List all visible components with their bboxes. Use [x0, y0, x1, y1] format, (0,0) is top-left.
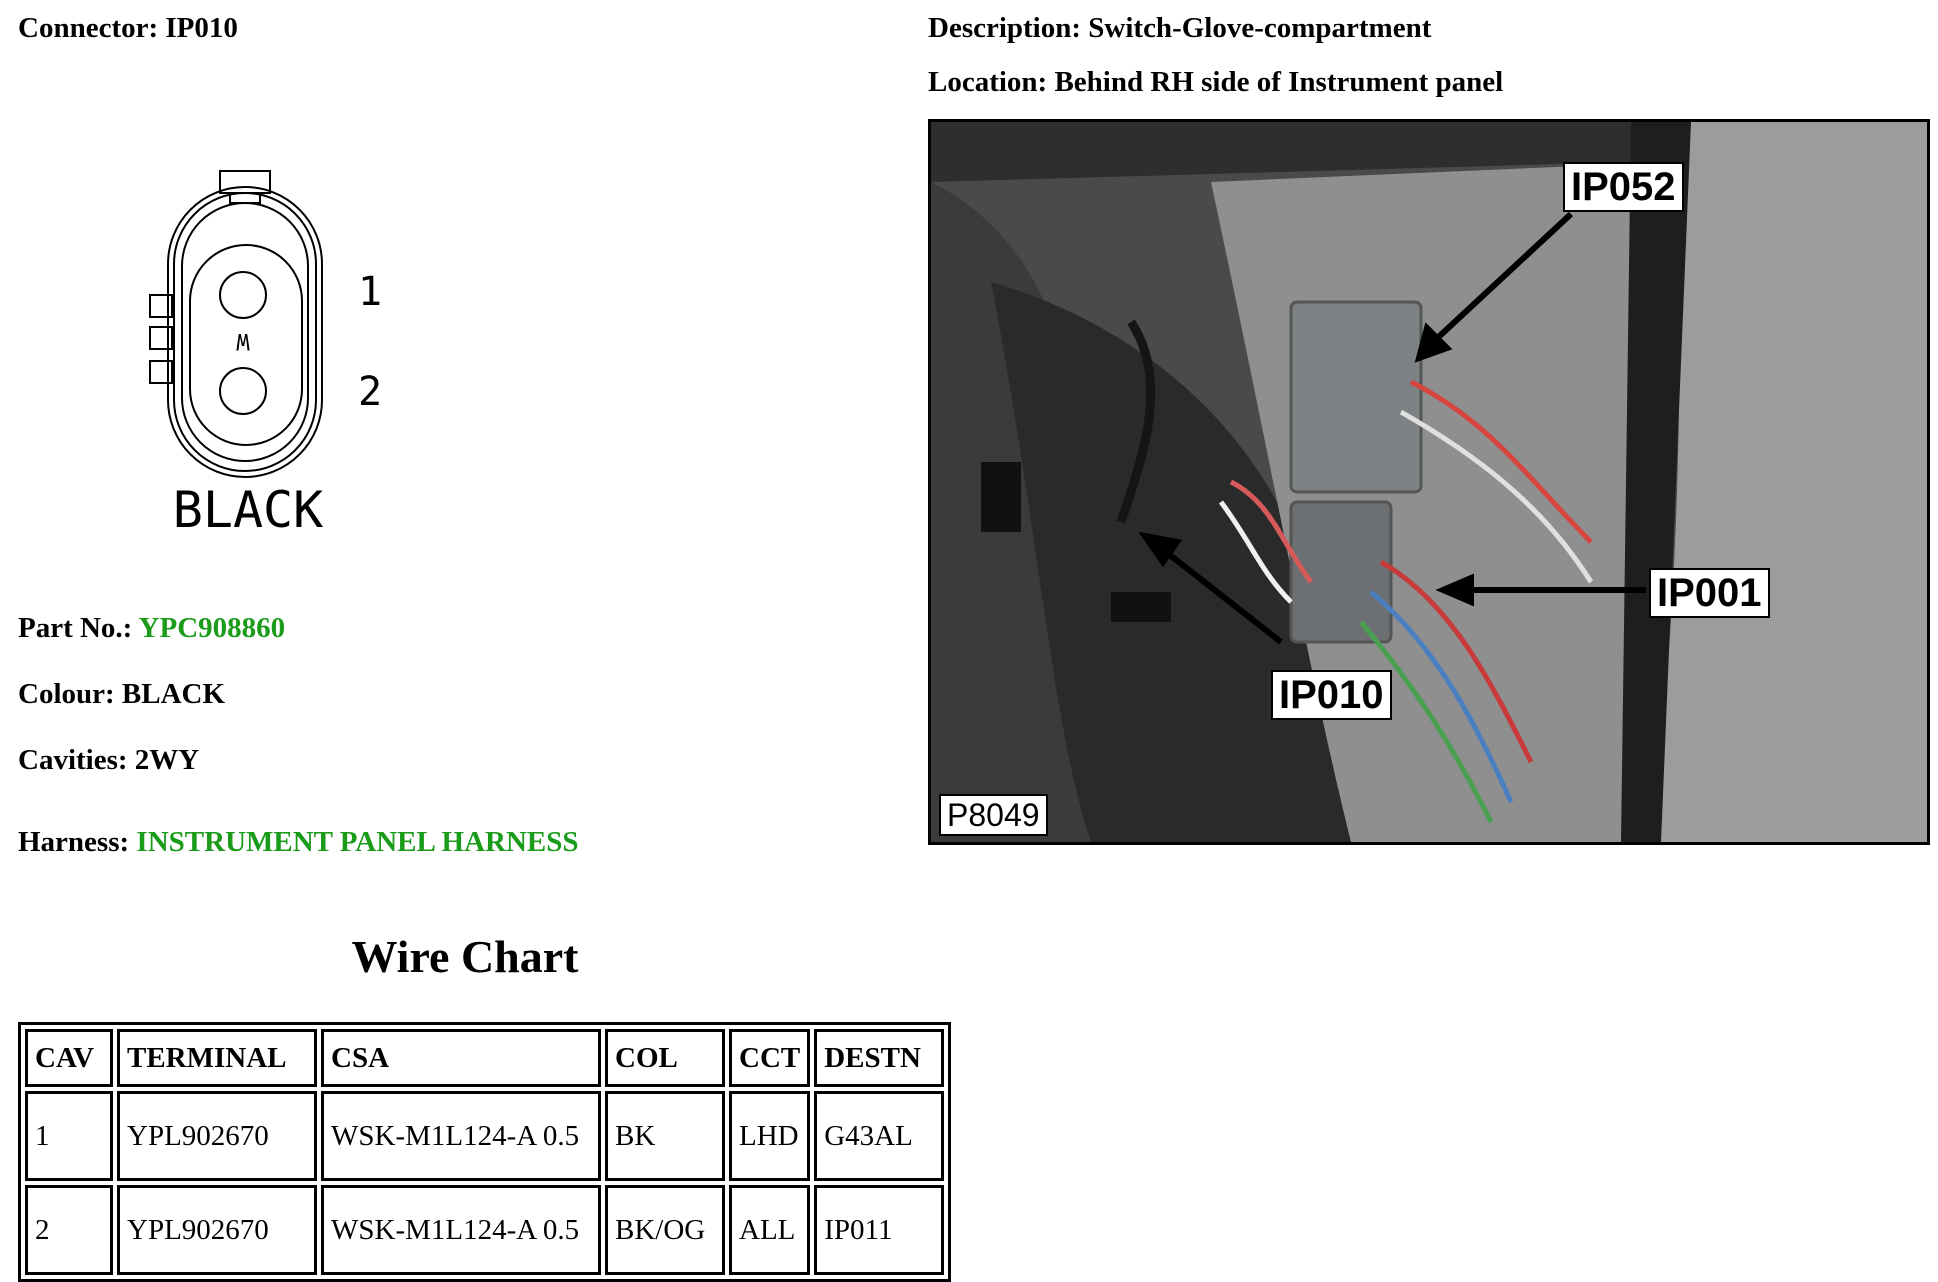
column-header-destn: DESTN: [814, 1029, 944, 1087]
colour-field: Colour: BLACK: [18, 678, 226, 710]
connector-label: Connector: IP010: [18, 12, 238, 44]
pin-2-label: 2: [358, 369, 383, 415]
cavity-1: [220, 272, 266, 318]
column-header-cav: CAV: [25, 1029, 113, 1087]
cell-col: BK: [605, 1091, 725, 1181]
harness-label: Harness:: [18, 826, 137, 858]
location-label: Location: Behind RH side of Instrument panel: [928, 66, 1504, 98]
cell-csa: WSK-M1L124-A 0.5: [321, 1091, 601, 1181]
column-header-cct: CCT: [729, 1029, 810, 1087]
cavities-field: Cavities: 2WY: [18, 744, 200, 776]
location-photo: [928, 119, 1930, 845]
harness-link[interactable]: INSTRUMENT PANEL HARNESS: [136, 826, 579, 858]
column-header-terminal: TERMINAL: [117, 1029, 317, 1087]
harness: [18, 826, 579, 859]
part-number: [18, 612, 285, 645]
cell-cct: ALL: [729, 1185, 810, 1275]
cell-terminal: YPL902670: [117, 1091, 317, 1181]
cell-terminal: YPL902670: [117, 1185, 317, 1275]
cell-destn: IP011: [814, 1185, 944, 1275]
column-header-col: COL: [605, 1029, 725, 1087]
cell-cct: LHD: [729, 1091, 810, 1181]
photo-id: P8049: [939, 794, 1048, 836]
callout-ip010: IP010: [1271, 670, 1392, 720]
table-row: [25, 1091, 944, 1181]
cell-col: BK/OG: [605, 1185, 725, 1275]
cavity-center-mark: W: [236, 328, 250, 353]
pin-1-label: 1: [358, 269, 383, 315]
description-label: Description: Switch-Glove-compartment: [928, 12, 1432, 44]
wire-chart-table: [18, 1022, 951, 1282]
cell-cav: 2: [25, 1185, 113, 1275]
callout-ip052: IP052: [1563, 162, 1684, 212]
cavity-2: [220, 368, 266, 414]
part-number-label: Part No.:: [18, 612, 139, 644]
column-header-csa: CSA: [321, 1029, 601, 1087]
cell-cav: 1: [25, 1091, 113, 1181]
photo-illustration: [931, 122, 1927, 842]
cell-csa: WSK-M1L124-A 0.5: [321, 1185, 601, 1275]
table-row: [25, 1185, 944, 1275]
callout-ip001: IP001: [1649, 568, 1770, 618]
part-number-link[interactable]: YPC908860: [138, 612, 286, 644]
colour-caption: BLACK: [172, 481, 324, 539]
connector-face-drawing: [140, 165, 400, 545]
table-header-row: [25, 1029, 944, 1087]
wire-chart-title: Wire Chart: [351, 931, 579, 982]
cell-destn: G43AL: [814, 1091, 944, 1181]
